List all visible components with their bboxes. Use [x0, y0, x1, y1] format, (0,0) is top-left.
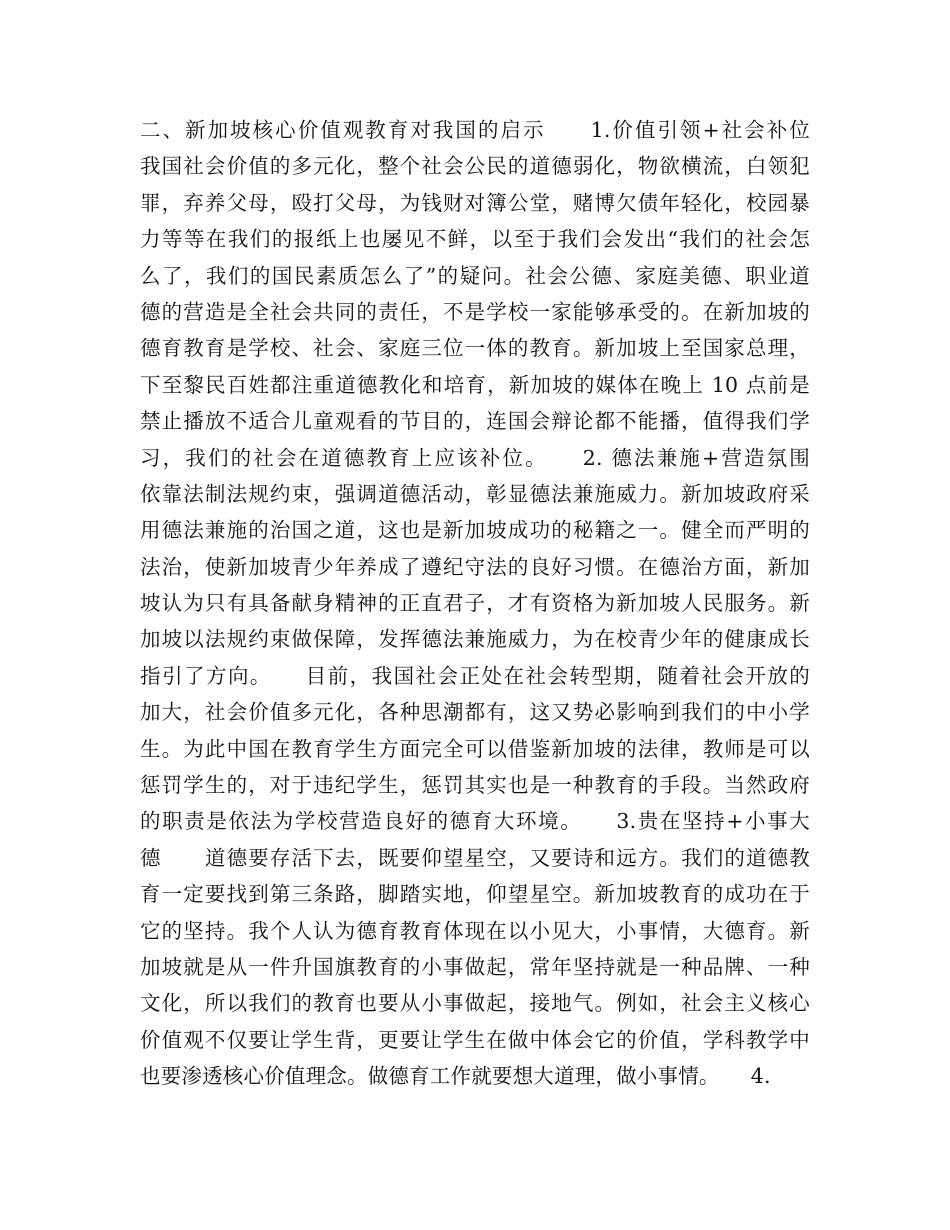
text-line-20: 的职责是依法为学校营造良好的德育大环境。 3.贵在坚持+小事大 [140, 809, 810, 834]
text-line-4: 力等等在我们的报纸上也屡见不鲜，以至于我们会发出“我们的社会怎 [140, 227, 810, 252]
text-line-24: 加坡就是从一件升国旗教育的小事做起，常年坚持就是一种品牌、一种 [140, 954, 810, 979]
text-line-16: 指引了方向。 目前，我国社会正处在社会转型期，随着社会开放的 [140, 663, 810, 688]
text-line-18: 生。为此中国在教育学生方面完全可以借鉴新加坡的法律，教师是可以 [140, 736, 810, 761]
text-line-25: 文化，所以我们的教育也要从小事做起，接地气。例如，社会主义核心 [140, 991, 810, 1016]
text-line-15: 加坡以法规约束做保障，发挥德法兼施威力，为在校青少年的健康成长 [140, 627, 810, 652]
text-line-27: 也要渗透核心价值理念。做德育工作就要想大道理，做小事情。 4. [140, 1064, 771, 1089]
text-line-9: 禁止播放不适合儿童观看的节目的，连国会辩论都不能播，值得我们学 [140, 409, 810, 434]
text-line-17: 加大，社会价值多元化，各种思潮都有，这又势必影响到我们的中小学 [140, 700, 810, 725]
text-line-14: 坡认为只有具备献身精神的正直君子，才有资格为新加坡人民服务。新 [140, 591, 810, 616]
text-line-3: 罪，弃养父母，殴打父母，为钱财对簿公堂，赌博欠债年轻化，校园暴 [140, 190, 810, 215]
text-line-5: 么了，我们的国民素质怎么了”的疑问。社会公德、家庭美德、职业道 [140, 263, 810, 288]
text-line-2: 我国社会价值的多元化，整个社会公民的道德弱化，物欲横流，白领犯 [140, 154, 810, 179]
text-line-23: 它的坚持。我个人认为德育教育体现在以小见大，小事情，大德育。新 [140, 918, 810, 943]
text-line-19: 惩罚学生的，对于违纪学生，惩罚其实也是一种教育的手段。当然政府 [140, 773, 810, 798]
text-line-26: 价值观不仅要让学生背，更要让学生在做中体会它的价值，学科教学中 [140, 1027, 810, 1052]
text-line-21: 德 道德要存活下去，既要仰望星空，又要诗和远方。我们的道德教 [140, 845, 810, 870]
text-line-8: 下至黎民百姓都注重道德教化和培育，新加坡的媒体在晚上 10 点前是 [140, 372, 810, 397]
body-text [140, 112, 810, 1095]
text-line-6: 德的营造是全社会共同的责任，不是学校一家能够承受的。在新加坡的 [140, 299, 810, 324]
text-line-12: 用德法兼施的治国之道，这也是新加坡成功的秘籍之一。健全而严明的 [140, 518, 810, 543]
text-line-7: 德育教育是学校、社会、家庭三位一体的教育。新加坡上至国家总理， [140, 336, 810, 361]
text-line-11: 依靠法制法规约束，强调道德活动，彰显德法兼施威力。新加坡政府采 [140, 481, 810, 506]
text-line-22: 育一定要找到第三条路，脚踏实地，仰望星空。新加坡教育的成功在于 [140, 882, 810, 907]
text-line-1: 二、新加坡核心价值观教育对我国的启示 1.价值引领+社会补位 [140, 118, 810, 142]
text-line-13: 法治，使新加坡青少年养成了遵纪守法的良好习惯。在德治方面，新加 [140, 554, 810, 579]
text-line-10: 习，我们的社会在道德教育上应该补位。 2. 德法兼施+营造氛围 [140, 445, 810, 470]
